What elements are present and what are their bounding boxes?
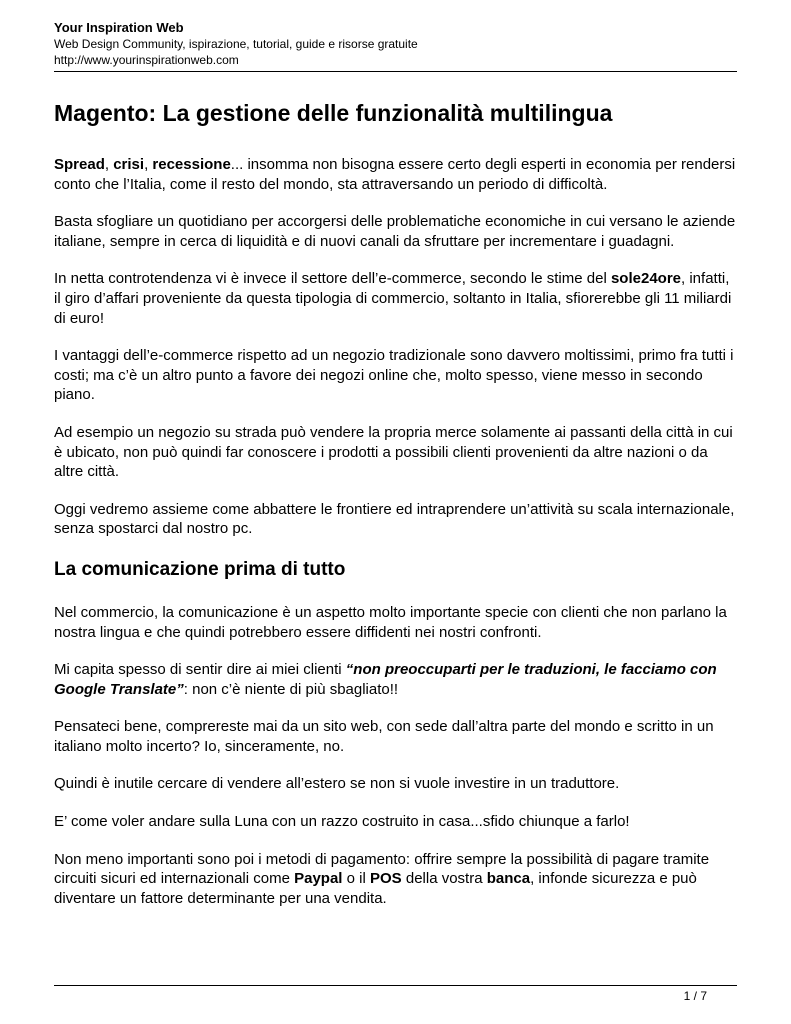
- page-number: 1 / 7: [683, 989, 707, 1003]
- paragraph-intro: [54, 155, 737, 194]
- header-divider: [54, 71, 737, 72]
- paragraph-5: Ad esempio un negozio su strada può vendere la propria merce solamente ai passanti della città in cui è ubicato, non può quindi far conoscere i prodotti a possibili clienti provenienti da altre nazioni o da altre città.: [54, 423, 733, 481]
- bold-term-spread: Spread: [54, 156, 105, 173]
- paragraph-text: della vostra: [401, 870, 487, 888]
- article-body: [54, 96, 737, 926]
- paragraph-text: , infonde sicurezza e può diventare un fattore determinante per una vendita.: [54, 870, 697, 907]
- paragraph-7: Nel commercio, la comunicazione è un aspetto molto importante specie con clienti che non parlano la nostra lingua e che quindi potrebbero essere diffidenti nei nostri confronti.: [54, 603, 727, 641]
- paragraph-2: Basta sfogliare un quotidiano per accorgersi delle problematiche economiche in cui versano le aziende italiane, sempre in cerca di liquidità e di nuovi canali da sfruttare per incrementare i guadagni.: [54, 213, 736, 250]
- paragraph-11: E’ come voler andare sulla Luna con un razzo costruito in casa...sfido chiunque a farlo!: [54, 813, 630, 831]
- sole24ore-link[interactable]: sole24ore: [610, 270, 682, 288]
- paragraph-text: In netta controtendenza vi è invece il settore dell’e-commerce, secondo le stime del: [54, 270, 611, 288]
- paragraph-text: o il: [342, 870, 370, 888]
- article-title: Magento: La gestione delle funzionalità multilingua: [54, 100, 613, 126]
- paypal-link[interactable]: Paypal: [294, 870, 343, 888]
- paragraph-3: [54, 269, 737, 328]
- quote-text: “non preoccuparti per le traduzioni, le facciamo con Google Translate”: [54, 661, 717, 698]
- section-heading: La comunicazione prima di tutto: [54, 558, 346, 580]
- paragraph-text: ... insomma non bisogna essere certo degli esperti in economia per rendersi conto che l’Italia, come il resto del mondo, sta attraversando un periodo di difficoltà.: [54, 156, 736, 193]
- paragraph-10: Quindi è inutile cercare di vendere all’estero se non si vuole investire in un traduttore.: [54, 775, 620, 793]
- pos-link[interactable]: POS: [370, 870, 402, 888]
- footer-divider: [54, 985, 737, 986]
- paragraph-8: [54, 660, 737, 699]
- banca-link[interactable]: banca: [486, 870, 531, 888]
- paragraph-text: , infatti, il giro d’affari proveniente da questa tipologia di commercio, soltanto in Italia, sfiorerebbe gli 11 miliardi di euro!: [54, 270, 732, 327]
- site-tagline: Web Design Community, ispirazione, tutorial, guide e risorse gratuite: [54, 37, 418, 51]
- page-header: [54, 19, 737, 68]
- paragraph-text: Non meno importanti sono poi i metodi di pagamento: offrire sempre la possibilità di pagare tramite circuiti sicuri ed internazionali come: [54, 850, 710, 888]
- site-url: http://www.yourinspirationweb.com: [54, 53, 239, 67]
- paragraph-12: [54, 850, 737, 909]
- paragraph-text: Mi capita spesso di sentir dire ai miei clienti: [54, 661, 346, 679]
- paragraph-6: Oggi vedremo assieme come abbattere le frontiere ed intraprendere un’attività su scala internazionale, senza spostarci dal nostro pc.: [54, 500, 735, 538]
- separator: ,: [104, 156, 114, 173]
- separator: ,: [144, 156, 153, 173]
- bold-term-crisi: crisi: [113, 156, 145, 173]
- bold-term-recessione: recessione: [152, 156, 231, 173]
- site-name: Your Inspiration Web: [54, 20, 184, 35]
- paragraph-text: : non c’è niente di più sbagliato!!: [183, 680, 399, 698]
- paragraph-9: Pensateci bene, comprereste mai da un sito web, con sede dall’altra parte del mondo e scritto in un italiano molto incerto? Io, sinceramente, no.: [54, 718, 714, 755]
- paragraph-4: I vantaggi dell’e-commerce rispetto ad un negozio tradizionale sono davvero moltissimi, primo fra tutti i costi; ma c’è un altro punto a favore dei negozi online che, molto spesso, viene messo in secondo piano.: [54, 347, 734, 404]
